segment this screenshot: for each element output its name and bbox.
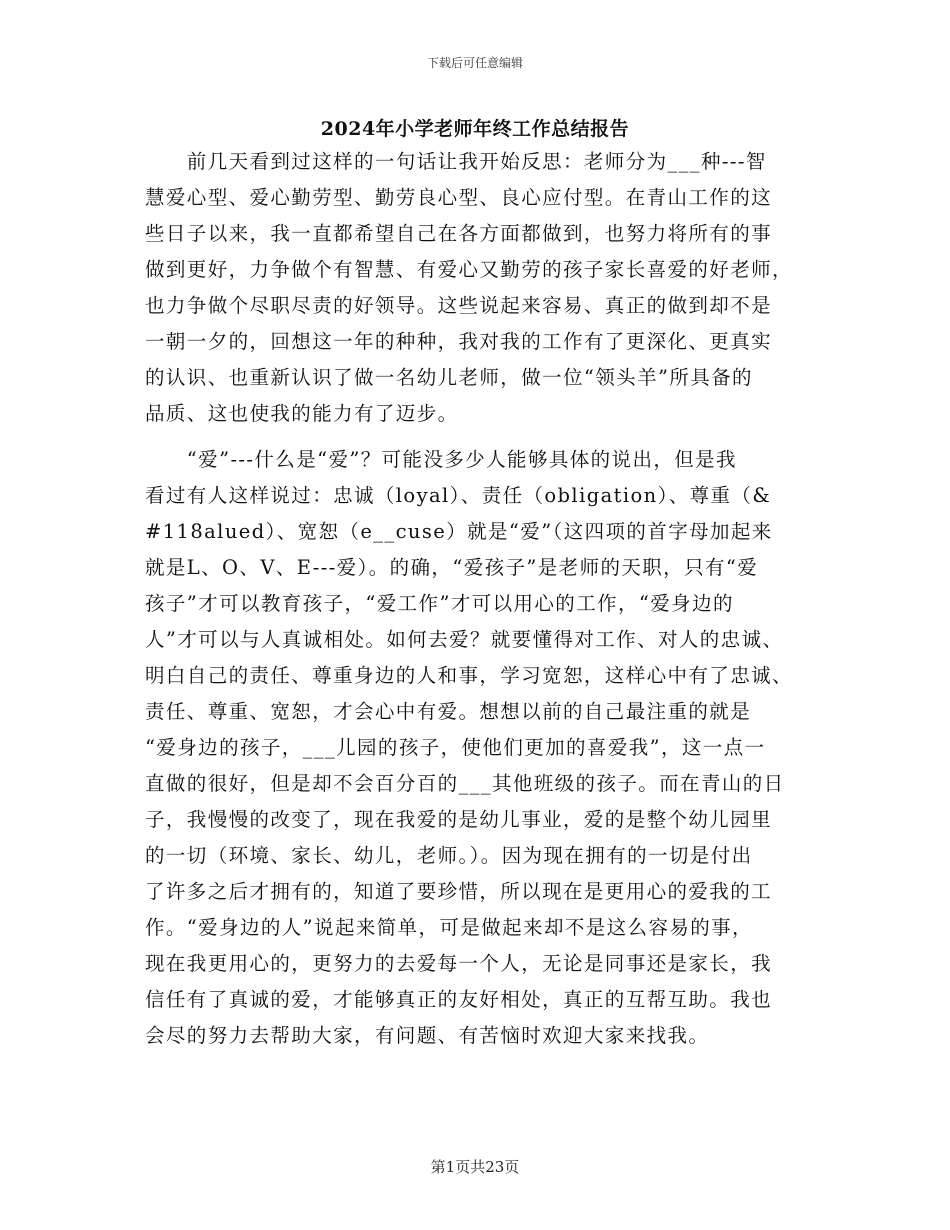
body-line: 的认识、也重新认识了做一名幼儿老师，做一位“领头羊”所具备的	[145, 366, 753, 389]
body-line: “爱”---什么是“爱”？可能没多少人能够具体的说出，但是我	[145, 448, 737, 471]
body-line: 现在我更用心的，更努力的去爱每一个人，无论是同事还是家长，我	[145, 952, 773, 975]
body-line: 人”才可以与人真诚相处。如何去爱？就要懂得对工作、对人的忠诚、	[145, 628, 784, 651]
body-line: 作。“爱身边的人”说起来简单，可是做起来却不是这么容易的事，	[145, 916, 753, 939]
body-line: 就是L、O、V、E---爱）。的确，“爱孩子”是老师的天职，只有“爱	[145, 556, 759, 579]
body-line: 前几天看到过这样的一句话让我开始反思：老师分为___种---智	[145, 150, 767, 173]
body-line: 一朝一夕的，回想这一年的种种，我对我的工作有了更深化、更真实	[145, 330, 773, 353]
body-line: 慧爱心型、爱心勤劳型、勤劳良心型、良心应付型。在青山工作的这	[145, 186, 773, 209]
body-line: 子，我慢慢的改变了，现在我爱的是幼儿事业，爱的是整个幼儿园里	[145, 808, 773, 831]
body-line: 了许多之后才拥有的，知道了要珍惜，所以现在是更用心的爱我的工	[145, 880, 773, 903]
body-line: 些日子以来，我一直都希望自己在各方面都做到，也努力将所有的事	[145, 222, 773, 245]
document-title: 2024年小学老师年终工作总结报告	[320, 118, 630, 140]
header-note: 下载后可任意编辑	[426, 56, 523, 70]
body-line: 的一切（环境、家长、幼儿，老师。）。因为现在拥有的一切是付出	[145, 844, 753, 867]
body-line: 明白自己的责任、尊重身边的人和事，学习宽恕，这样心中有了忠诚、	[145, 664, 793, 687]
page-number: 第1页共23页	[430, 1158, 520, 1176]
body-line: 信任有了真诚的爱，才能够真正的友好相处，真正的互帮互助。我也	[145, 988, 773, 1011]
body-line: 责任、尊重、宽恕，才会心中有爱。想想以前的自己最注重的就是	[145, 700, 752, 723]
body-line: #118alued）、宽恕（e__cuse）就是“爱”（这四项的首字母加起来	[145, 520, 773, 543]
body-line: 会尽的努力去帮助大家，有问题、有苦恼时欢迎大家来找我。	[145, 1024, 710, 1047]
body-line: 孩子”才可以教育孩子，“爱工作”才可以用心的工作，“爱身边的	[145, 592, 734, 615]
body-line: “爱身边的孩子，___儿园的孩子，使他们更加的喜爱我”，这一点一	[145, 736, 766, 759]
body-line: 做到更好，力争做个有智慧、有爱心又勤劳的孩子家长喜爱的好老师，	[145, 258, 793, 281]
body-line: 看过有人这样说过：忠诚（loyal）、责任（obligation）、尊重（&	[145, 484, 772, 507]
body-line: 直做的很好，但是却不会百分百的___其他班级的孩子。而在青山的日	[145, 772, 785, 795]
body-line: 也力争做个尽职尽责的好领导。这些说起来容易、真正的做到却不是	[145, 294, 773, 317]
body-line: 品质、这也使我的能力有了迈步。	[145, 402, 459, 425]
